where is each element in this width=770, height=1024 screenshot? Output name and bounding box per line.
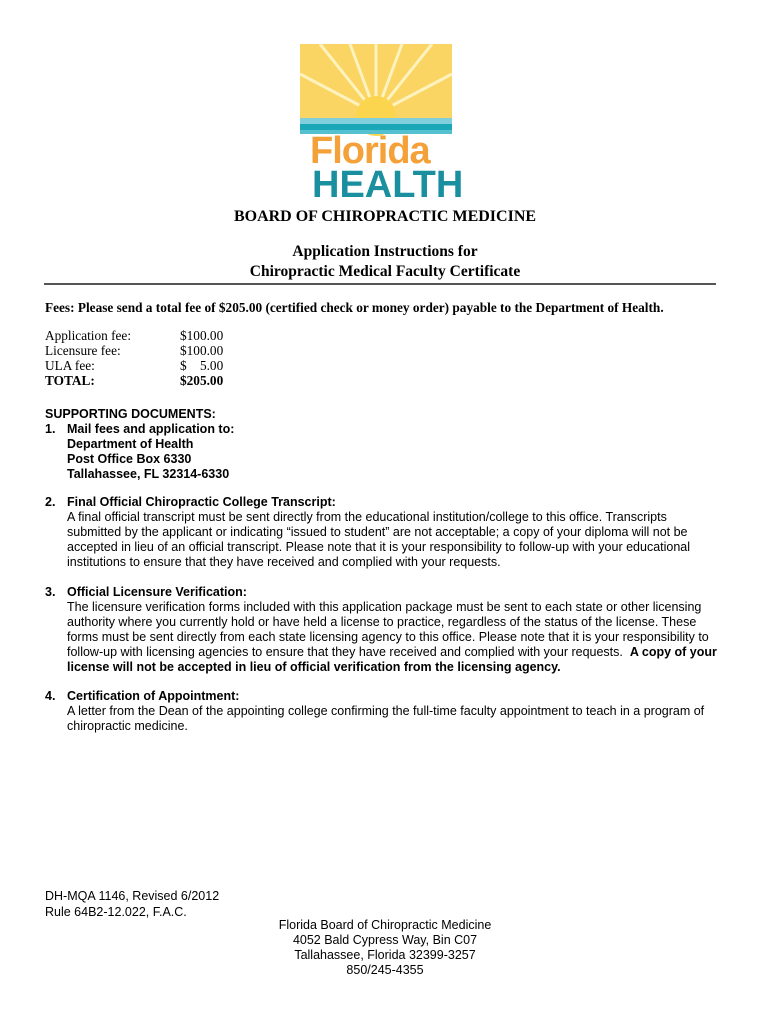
board-title: BOARD OF CHIROPRACTIC MEDICINE — [233, 208, 537, 225]
board-address — [0, 918, 770, 978]
logo-health-text: HEALTH — [312, 164, 464, 206]
fee-row-ula — [45, 358, 260, 373]
sun-water-graphic — [300, 44, 452, 144]
phone-number: 850/245-4355 — [346, 963, 424, 977]
item-title: Official Licensure Verification: — [67, 585, 247, 599]
fee-total-label: TOTAL: — [45, 373, 95, 388]
fee-amount: $ 5.00 — [180, 358, 224, 373]
florida-health-logo — [300, 44, 464, 206]
address-line: Tallahassee, Florida 32399-3257 — [294, 948, 476, 962]
form-info — [45, 888, 219, 920]
title-line-2: Chiropractic Medical Faculty Certificate — [249, 263, 521, 280]
item-3-body-bold: A copy of your license will not be accepted in lieu of official verification from the licensing agency. — [67, 645, 717, 674]
item-number: 3. — [45, 585, 56, 599]
item-2-transcript — [45, 495, 717, 570]
rule-citation: Rule 64B2-12.022, F.A.C. — [45, 905, 187, 919]
fee-table — [45, 328, 260, 388]
fee-amount: $100.00 — [180, 343, 224, 358]
form-id: DH-MQA 1146, Revised 6/2012 — [45, 889, 220, 903]
fees-intro: Fees: Please send a total fee of $205.00 (certified check or money order) payable to the Department of Health. — [45, 300, 664, 315]
item-3-licensure — [45, 585, 717, 675]
address-line: Tallahassee, FL 32314-6330 — [67, 467, 230, 481]
logo-florida-text: Florida — [310, 130, 430, 172]
mail-address — [45, 437, 717, 482]
title-line-1: Application Instructions for — [292, 243, 478, 260]
address-line: Department of Health — [67, 437, 194, 451]
item-title: Certification of Appointment: — [67, 689, 240, 703]
supporting-documents-section — [45, 407, 717, 482]
supporting-heading: SUPPORTING DOCUMENTS: — [45, 407, 216, 421]
item-title: Mail fees and application to: — [67, 422, 235, 436]
item-3-title — [45, 585, 717, 600]
item-title: Final Official Chiropractic College Transcript: — [67, 495, 336, 509]
item-2-body: A final official transcript must be sent directly from the educational institution/college to this office. Transcripts submitted by the applicant or indicating “issued to student” are not acceptable; a copy of your diploma will not be accepted in lieu of an official transcript. Please note that it is your responsibility to follow-up with your educational institutions to ensure that they have received and complied with your requests. — [67, 510, 691, 569]
title-divider — [44, 283, 716, 285]
item-number: 1. — [45, 422, 56, 436]
fee-row-total — [45, 373, 260, 388]
fee-row-licensure — [45, 343, 260, 358]
item-3-body — [45, 600, 717, 675]
item-1-title — [45, 422, 717, 437]
fee-amount: $100.00 — [180, 328, 224, 343]
item-number: 2. — [45, 495, 56, 509]
item-2-title — [45, 495, 717, 510]
application-title — [0, 242, 770, 282]
item-3-body-text: The licensure verification forms included with this application package must be sent to each state or other licensing authority where you currently hold or have held a license to practice, regardless of the status of the license. These forms must be sent directly from each state licensing agency to this office. Please note that it is your responsibility to follow-up with licensing agencies to ensure that they have received and complied with your requests. — [67, 600, 709, 659]
address-line: Post Office Box 6330 — [67, 452, 192, 466]
fee-row-application — [45, 328, 260, 343]
fee-label: ULA fee: — [45, 358, 95, 373]
fee-total-amount: $205.00 — [180, 373, 224, 388]
item-4-appointment — [45, 689, 717, 734]
fee-label: Application fee: — [45, 328, 132, 343]
item-4-title — [45, 689, 717, 704]
item-4-body: A letter from the Dean of the appointing college confirming the full-time faculty appointment to teach in a program of chiropractic medicine. — [67, 704, 705, 733]
address-line: Florida Board of Chiropractic Medicine — [278, 918, 492, 932]
fee-label: Licensure fee: — [45, 343, 121, 358]
address-line: 4052 Bald Cypress Way, Bin C07 — [292, 933, 478, 947]
item-number: 4. — [45, 689, 56, 703]
